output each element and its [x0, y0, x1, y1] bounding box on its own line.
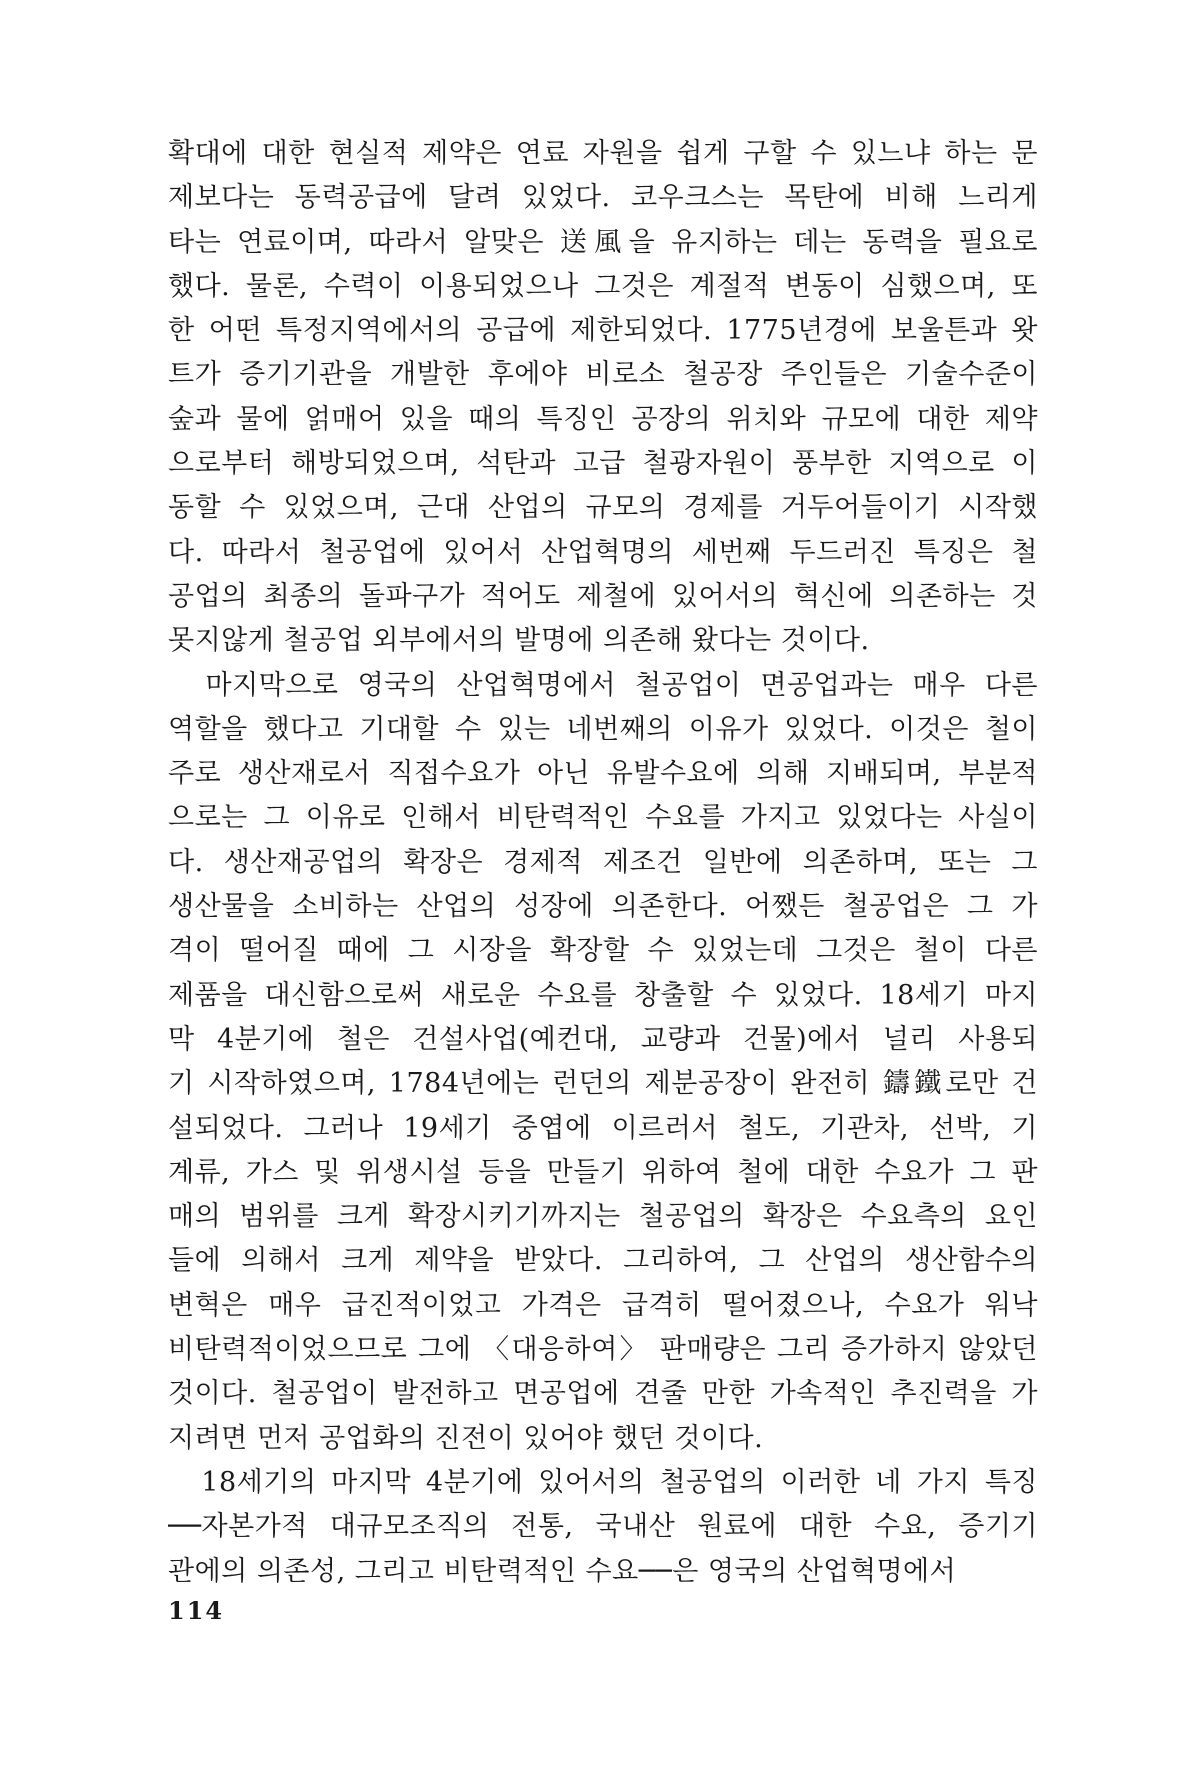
text-line: 18세기의 마지막 4분기에 있어서의 철공업의 이러한 네 가지 특징 — [168, 1466, 1038, 1498]
text-line: 설되었다. 그러나 19세기 중엽에 이르러서 철도, 기관차, 선박, 기 — [168, 1112, 1038, 1144]
text-line: 생산물을 소비하는 산업의 성장에 의존한다. 어쨌든 철공업은 그 가 — [168, 891, 1038, 923]
text-line: 막 4분기에 철은 건설사업(예컨대, 교량과 건물)에서 널리 사용되 — [168, 1023, 1038, 1055]
text-line: 으로는 그 이유로 인해서 비탄력적인 수요를 가지고 있었다는 사실이 — [168, 802, 1038, 834]
text-line: 제품을 대신함으로써 새로운 수요를 창출할 수 있었다. 18세기 마지 — [168, 979, 1038, 1011]
text-line: 것이다. 철공업이 발전하고 면공업에 견줄 만한 가속적인 추진력을 가 — [168, 1378, 1038, 1410]
text-line: 제보다는 동력공급에 달려 있었다. 코우크스는 목탄에 비해 느리게 — [168, 182, 1038, 214]
text-line: 동할 수 있었으며, 근대 산업의 규모의 경제를 거두어들이기 시작했 — [168, 492, 1038, 524]
paragraph — [168, 132, 1038, 664]
text-line: 못지않게 철공업 외부에서의 발명에 의존해 왔다는 것이다. — [168, 625, 870, 657]
text-line: 기 시작하였으며, 1784년에는 런던의 제분공장이 완전히 鑄鐵로만 건 — [168, 1068, 1038, 1100]
text-line: 주로 생산재로서 직접수요가 아닌 유발수요에 의해 지배되며, 부분적 — [168, 758, 1038, 790]
text-line: 으로부터 해방되었으며, 석탄과 고급 철광자원이 풍부한 지역으로 이 — [168, 448, 1038, 480]
body-text — [168, 132, 1038, 1594]
text-line: 숲과 물에 얽매어 있을 때의 특징인 공장의 위치와 규모에 대한 제약 — [168, 403, 1038, 435]
text-line: 한 어떤 특정지역에서의 공급에 제한되었다. 1775년경에 보울튼과 왓 — [168, 315, 1038, 347]
text-line: 역할을 했다고 기대할 수 있는 네번째의 이유가 있었다. 이것은 철이 — [168, 713, 1038, 745]
text-line: 격이 떨어질 때에 그 시장을 확장할 수 있었는데 그것은 철이 다른 — [168, 935, 1038, 967]
text-line: 다. 생산재공업의 확장은 경제적 제조건 일반에 의존하며, 또는 그 — [168, 846, 1038, 878]
text-line: 들에 의해서 크게 제약을 받았다. 그리하여, 그 산업의 생산함수의 — [168, 1245, 1038, 1277]
page-number: 114 — [168, 1596, 225, 1625]
paragraph — [168, 1461, 1038, 1594]
text-line: 다. 따라서 철공업에 있어서 산업혁명의 세번째 두드러진 특징은 철 — [168, 536, 1038, 568]
text-line: 지려면 먼저 공업화의 진전이 있어야 했던 것이다. — [168, 1422, 764, 1454]
text-line: 관에의 의존성, 그리고 비탄력적인 수요──은 영국의 산업혁명에서 — [168, 1555, 957, 1587]
text-line: 매의 범위를 크게 확장시키기까지는 철공업의 확장은 수요측의 요인 — [168, 1201, 1038, 1233]
text-line: 공업의 최종의 돌파구가 적어도 제철에 있어서의 혁신에 의존하는 것 — [168, 580, 1038, 612]
text-line: 트가 증기기관을 개발한 후에야 비로소 철공장 주인들은 기술수준이 — [168, 359, 1038, 391]
text-line: 마지막으로 영국의 산업혁명에서 철공업이 면공업과는 매우 다른 — [168, 669, 1038, 701]
text-line: 확대에 대한 현실적 제약은 연료 자원을 쉽게 구할 수 있느냐 하는 문 — [168, 138, 1038, 169]
paragraph — [168, 664, 1038, 1461]
text-line: 타는 연료이며, 따라서 알맞은 送風을 유지하는 데는 동력을 필요로 — [168, 226, 1038, 258]
text-line: 계류, 가스 및 위생시설 등을 만들기 위하여 철에 대한 수요가 그 판 — [168, 1156, 1038, 1188]
text-line: 했다. 물론, 수력이 이용되었으나 그것은 계절적 변동이 심했으며, 또 — [168, 270, 1038, 302]
text-line: 비탄력적이었으므로 그에 〈대응하여〉 판매량은 그리 증가하지 않았던 — [168, 1334, 1038, 1366]
text-line: 변혁은 매우 급진적이었고 가격은 급격히 떨어졌으나, 수요가 워낙 — [168, 1289, 1038, 1321]
text-line: ──자본가적 대규모조직의 전통, 국내산 원료에 대한 수요, 증기기 — [168, 1511, 1038, 1543]
